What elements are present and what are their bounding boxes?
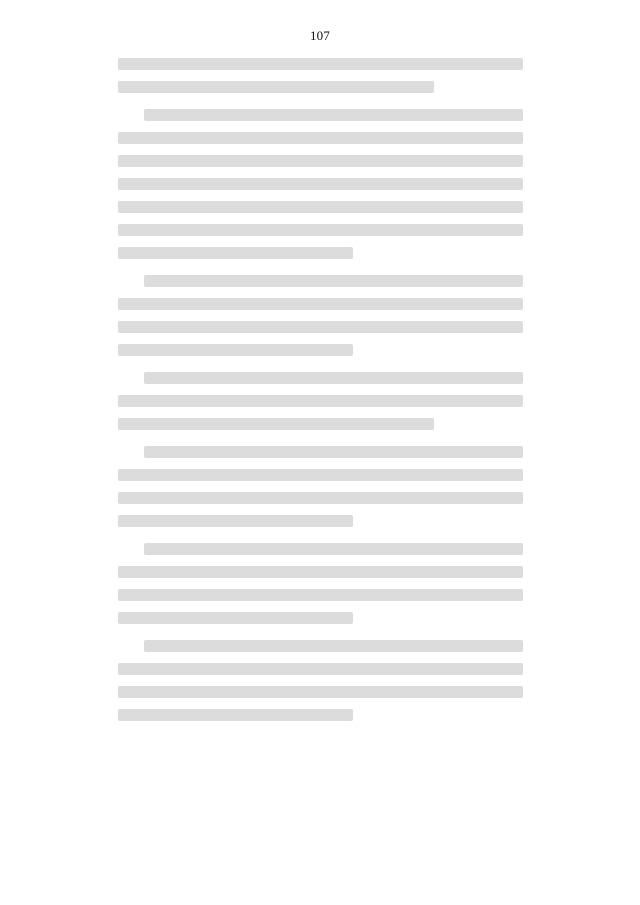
text-line-placeholder [118,155,523,167]
text-line-placeholder [118,247,353,259]
text-line-placeholder [118,686,523,698]
text-line-placeholder [118,515,353,527]
text-line-placeholder [118,321,523,333]
text-line-placeholder [144,640,523,652]
text-line-placeholder [144,543,523,555]
text-line-placeholder [118,395,523,407]
text-line-placeholder [118,58,523,70]
text-line-placeholder [118,132,523,144]
text-line-placeholder [144,275,523,287]
text-line-placeholder [118,344,353,356]
text-line-placeholder [118,418,434,430]
text-line-placeholder [144,446,523,458]
body-text-placeholder [118,58,523,732]
text-line-placeholder [118,178,523,190]
page-number: 107 [309,28,331,43]
text-line-placeholder [118,566,523,578]
text-line-placeholder [118,492,523,504]
text-line-placeholder [118,201,523,213]
text-line-placeholder [118,589,523,601]
text-line-placeholder [144,372,523,384]
text-line-placeholder [118,663,523,675]
text-line-placeholder [118,709,353,721]
text-line-placeholder [118,469,523,481]
text-line-placeholder [118,224,523,236]
text-line-placeholder [118,298,523,310]
text-line-placeholder [118,612,353,624]
text-line-placeholder [118,81,434,93]
text-line-placeholder [144,109,523,121]
